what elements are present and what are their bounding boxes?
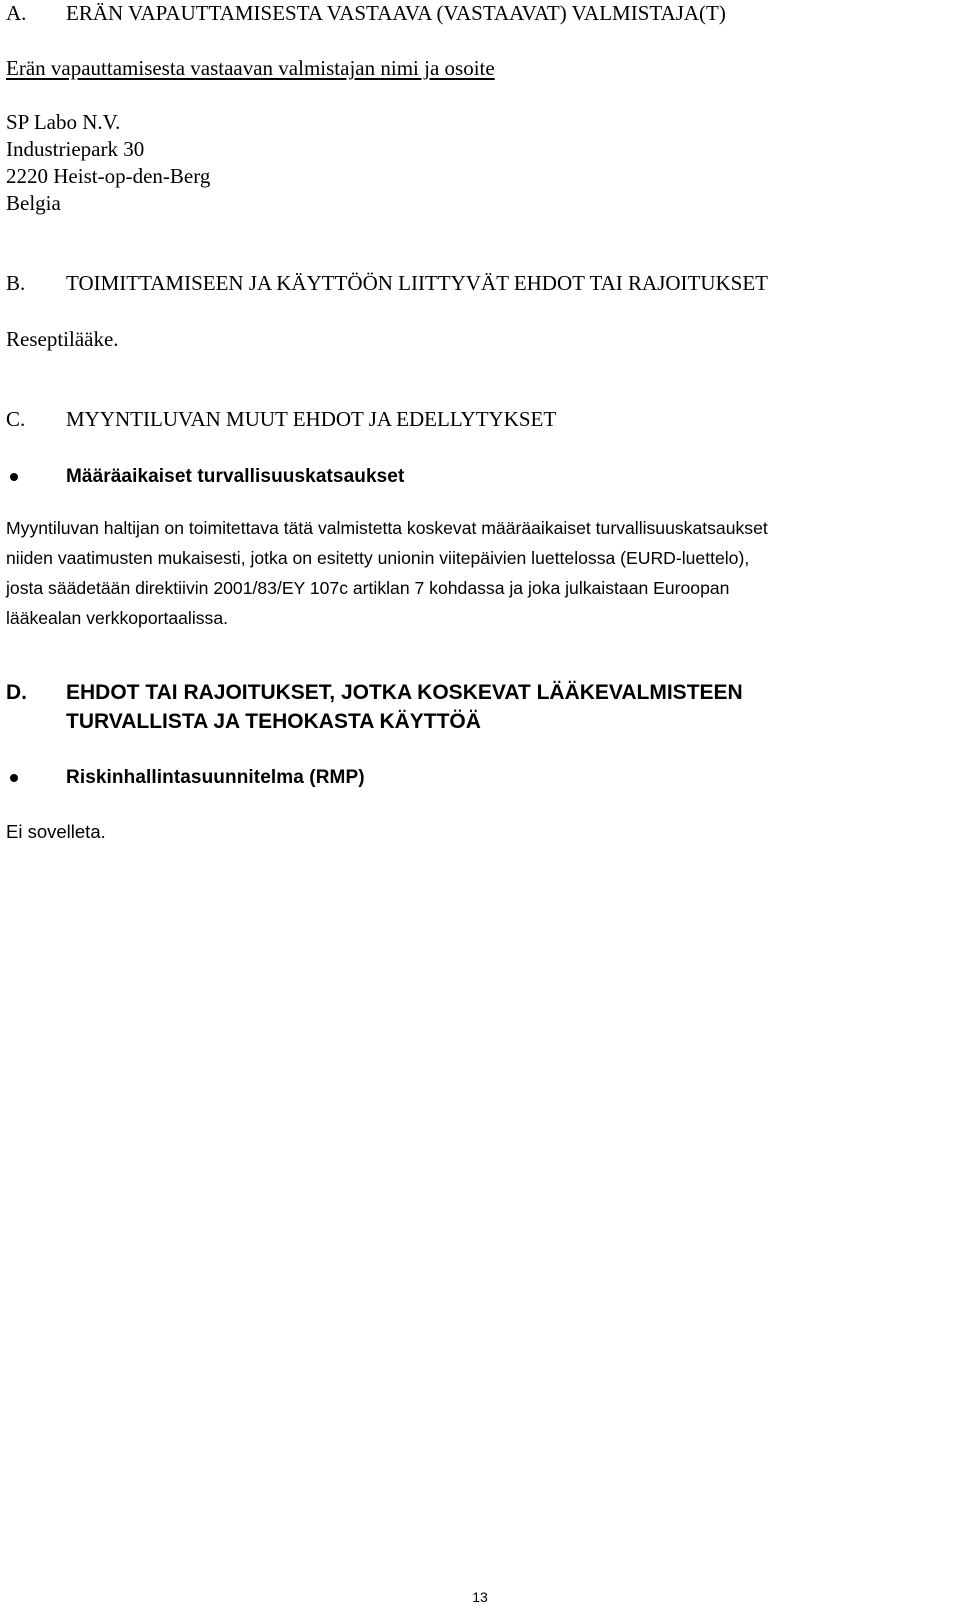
section-c-bullet-text: Määräaikaiset turvallisuuskatsaukset: [66, 466, 405, 487]
paragraph-line: josta säädetään direktiivin 2001/83/EY 107c artiklan 7 kohdassa ja joka julkaistaan Euroopan: [6, 578, 730, 598]
address-line-street: Industriepark 30: [6, 137, 145, 161]
section-d-heading: [0, 678, 960, 738]
bullet-icon: [10, 473, 18, 481]
page-number: 13: [472, 1589, 488, 1605]
section-c-letter: C.: [6, 407, 26, 431]
address-line-city: 2220 Heist-op-den-Berg: [6, 164, 211, 188]
address-line-country: Belgia: [6, 191, 61, 215]
section-d-bullet-text: Riskinhallintasuunnitelma (RMP): [66, 767, 365, 788]
section-a-subheading: Erän vapauttamisesta vastaavan valmistajan nimi ja osoite: [6, 56, 495, 80]
section-b-title: TOIMITTAMISEEN JA KÄYTTÖÖN LIITTYVÄT EHDOT TAI RAJOITUKSET: [66, 271, 769, 295]
section-d-text: Ei sovelleta.: [6, 821, 106, 842]
paragraph-line: lääkealan verkkoportaalissa.: [6, 608, 229, 628]
section-d-title-line-2: TURVALLISTA JA TEHOKASTA KÄYTTÖÄ: [66, 710, 481, 733]
address-line-company: SP Labo N.V.: [6, 110, 121, 134]
section-d-title-line-1: EHDOT TAI RAJOITUKSET, JOTKA KOSKEVAT LÄÄKEVALMISTEEN: [66, 681, 743, 704]
section-d-letter: D.: [6, 681, 27, 704]
section-c-title: MYYNTILUVAN MUUT EHDOT JA EDELLYTYKSET: [66, 407, 557, 431]
paragraph-line: Myyntiluvan haltijan on toimitettava tätä valmistetta koskevat määräaikaiset turvallisuuskatsaukset: [6, 518, 768, 538]
section-a-letter: A.: [6, 1, 27, 25]
section-c-paragraph: [6, 513, 956, 633]
paragraph-line: niiden vaatimusten mukaisesti, jotka on esitetty unionin viitepäivien luettelossa (EURD-luettelo),: [6, 548, 750, 568]
section-b-letter: B.: [6, 271, 26, 295]
section-d-bullet-item: [0, 764, 960, 791]
section-a-title: ERÄN VAPAUTTAMISESTA VASTAAVA (VASTAAVAT) VALMISTAJA(T): [66, 1, 726, 25]
bullet-icon: [10, 774, 18, 782]
section-c-bullet-item: [0, 463, 960, 490]
section-b-text: Reseptilääke.: [6, 327, 119, 351]
